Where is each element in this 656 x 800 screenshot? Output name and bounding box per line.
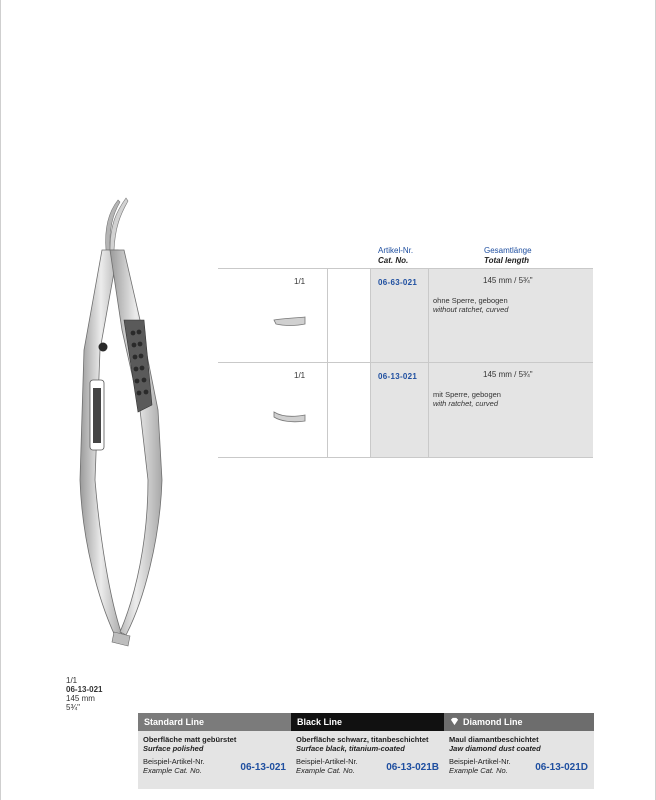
row-desc-en: without ratchet, curved <box>433 305 509 314</box>
header-length-de: Gesamtlänge <box>484 246 532 255</box>
standard-line-box <box>138 713 292 789</box>
line-example-de: Beispiel-Artikel-Nr. <box>449 757 511 766</box>
line-desc-de: Oberfläche matt gebürstet <box>143 735 237 744</box>
line-desc-en: Surface black, titanium-coated <box>296 744 405 753</box>
scissors-illustration <box>40 180 190 650</box>
curved-tip-icon <box>272 409 308 423</box>
caption-cat-no: 06-13-021 <box>66 685 103 694</box>
row-description <box>433 296 508 314</box>
row-length: 145 mm / 5¾" <box>483 276 533 285</box>
line-example-en: Example Cat. No. <box>143 766 202 775</box>
line-example-no: 06-13-021D <box>535 762 588 773</box>
line-example-no: 06-13-021B <box>386 762 439 773</box>
line-example-en: Example Cat. No. <box>449 766 508 775</box>
header-length-en: Total length <box>484 256 530 265</box>
line-title: Diamond Line <box>463 717 523 727</box>
row-length: 145 mm / 5¾" <box>483 370 533 379</box>
line-desc-en: Jaw diamond dust coated <box>449 744 541 753</box>
caption-length-in: 5¾" <box>66 703 80 712</box>
caption-scale: 1/1 <box>66 676 78 685</box>
line-title: Standard Line <box>138 713 292 731</box>
page-border-left <box>0 0 1 800</box>
line-example-no: 06-13-021 <box>240 762 286 773</box>
row-scale: 1/1 <box>294 277 306 286</box>
row-desc-de: ohne Sperre, gebogen <box>433 296 508 305</box>
caption-length-mm: 145 mm <box>66 694 95 703</box>
diamond-icon <box>450 717 459 726</box>
header-cat-en: Cat. No. <box>378 256 409 265</box>
row-cat-no: 06-13-021 <box>378 372 418 381</box>
row-desc-de: mit Sperre, gebogen <box>433 390 501 399</box>
line-example-de: Beispiel-Artikel-Nr. <box>296 757 358 766</box>
row-scale: 1/1 <box>294 371 306 380</box>
header-cat-no <box>378 246 413 266</box>
table-row <box>218 268 593 363</box>
product-table <box>218 268 593 457</box>
line-example-en: Example Cat. No. <box>296 766 355 775</box>
black-line-box <box>291 713 445 789</box>
row-desc-en: with ratchet, curved <box>433 399 499 408</box>
table-row <box>218 362 593 458</box>
row-cat-no: 06-63-021 <box>378 278 418 287</box>
row-description <box>433 390 501 408</box>
line-desc-de: Oberfläche schwarz, titanbeschichtet <box>296 735 429 744</box>
illustration-caption <box>66 676 102 712</box>
line-example-de: Beispiel-Artikel-Nr. <box>143 757 205 766</box>
header-cat-de: Artikel-Nr. <box>378 246 414 255</box>
line-desc-de: Maul diamantbeschichtet <box>449 735 539 744</box>
line-desc-en: Surface polished <box>143 744 204 753</box>
curved-tip-icon <box>272 315 308 329</box>
line-title: Black Line <box>291 713 445 731</box>
header-length <box>484 246 532 266</box>
diamond-line-box <box>444 713 594 789</box>
